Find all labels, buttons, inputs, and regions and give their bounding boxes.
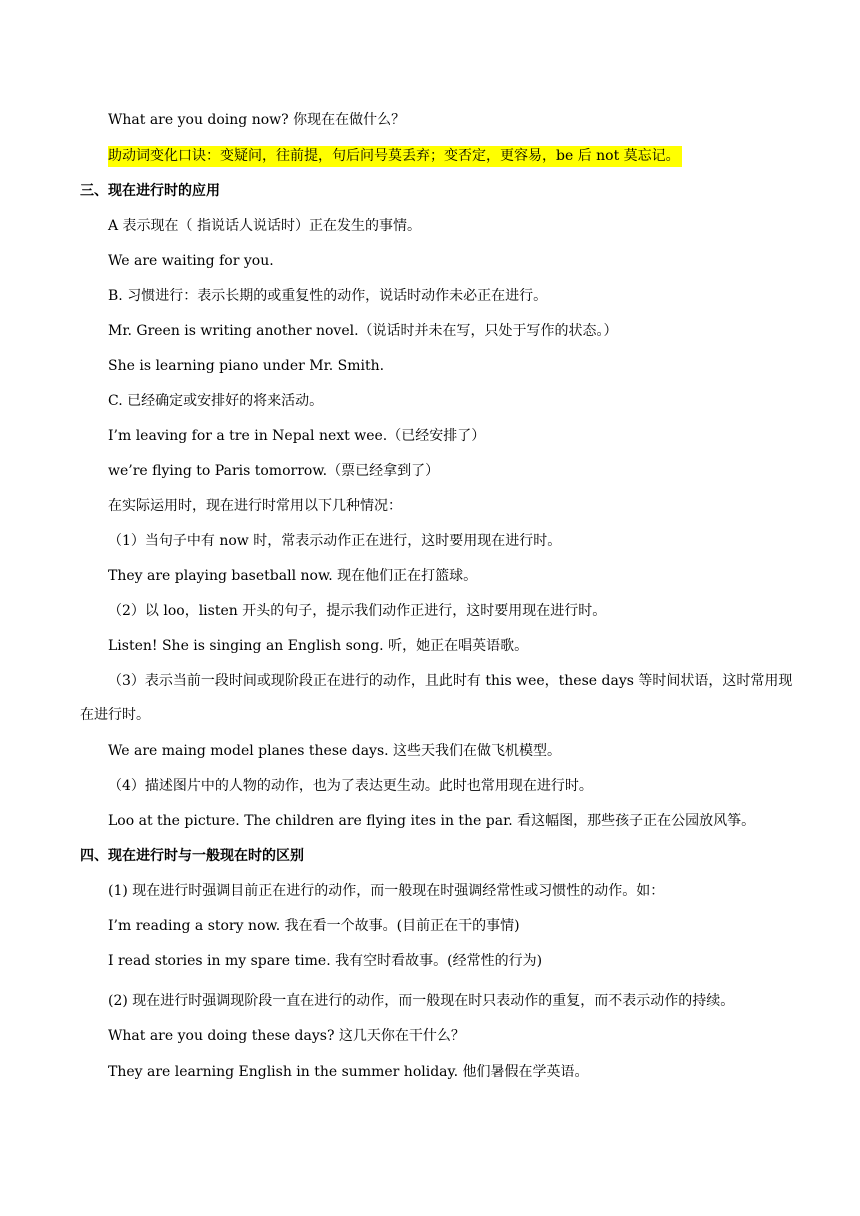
example-sentence: Loo at the picture. The children are flying ites in the par. 看这幅图，那些孩子正在公园放风筝。: [108, 813, 756, 829]
section-heading-4: 四、现在进行时与一般现在时的区别: [80, 848, 304, 864]
example-sentence: I read stories in my spare time. 我有空时看故事。(经常性的行为): [108, 953, 543, 969]
example-sentence: What are you doing these days? 这几天你在干什么？: [108, 1028, 465, 1044]
example-sentence: They are playing basetball now. 现在他们正在打篮球。: [108, 568, 478, 584]
usage-a: A 表示现在（ 指说话人说话时）正在发生的事情。: [108, 218, 422, 234]
difference-2: (2) 现在进行时强调现阶段一直在进行的动作，而一般现在时只表动作的重复，而不表示动作的持续。: [108, 993, 735, 1009]
example-sentence: I’m leaving for a tre in Nepal next wee.（已经安排了）: [108, 428, 486, 444]
mnemonic-text: 助动词变化口诀：变疑问，往前提，句后问号莫丢弃；变否定，更容易，be 后 not 莫忘记。: [108, 146, 682, 167]
example-sentence: We are waiting for you.: [108, 253, 274, 269]
example-sentence: She is learning piano under Mr. Smith.: [108, 358, 385, 374]
example-sentence: Mr. Green is writing another novel.（说话时并未在写，只处于写作的状态。）: [108, 323, 618, 339]
example-sentence: They are learning English in the summer holiday. 他们暑假在学英语。: [108, 1064, 589, 1080]
example-sentence: Listen! She is singing an English song. 听，她正在唱英语歌。: [108, 638, 529, 654]
usage-intro: 在实际运用时，现在进行时常用以下几种情况：: [108, 498, 402, 514]
usage-c: C. 已经确定或安排好的将来活动。: [108, 393, 324, 409]
example-sentence: What are you doing now? 你现在在做什么？: [108, 112, 406, 128]
usage-b: B. 习惯进行：表示长期的或重复性的动作，说话时动作未必正在进行。: [108, 288, 548, 304]
example-sentence: I’m reading a story now. 我在看一个故事。(目前正在干的事情): [108, 918, 520, 934]
difference-1: (1) 现在进行时强调目前正在进行的动作，而一般现在时强调经常性或习惯性的动作。如：: [108, 883, 665, 899]
case-1: （1）当句子中有 now 时，常表示动作正在进行，这时要用现在进行时。: [108, 533, 562, 549]
example-sentence: We are maing model planes these days. 这些天我们在做飞机模型。: [108, 743, 562, 759]
case-4: （4）描述图片中的人物的动作，也为了表达更生动。此时也常用现在进行时。: [108, 778, 593, 794]
highlighted-mnemonic: [108, 146, 800, 166]
case-3: （3）表示当前一段时间或现阶段正在进行的动作，且此时有 this wee，these days 等时间状语，这时常用现在进行时。: [80, 673, 793, 723]
example-sentence: we’re flying to Paris tomorrow.（票已经拿到了）: [108, 463, 440, 479]
section-heading-3: 三、现在进行时的应用: [80, 183, 220, 199]
case-2: （2）以 loo，listen 开头的句子，提示我们动作正进行，这时要用现在进行时。: [108, 603, 607, 619]
